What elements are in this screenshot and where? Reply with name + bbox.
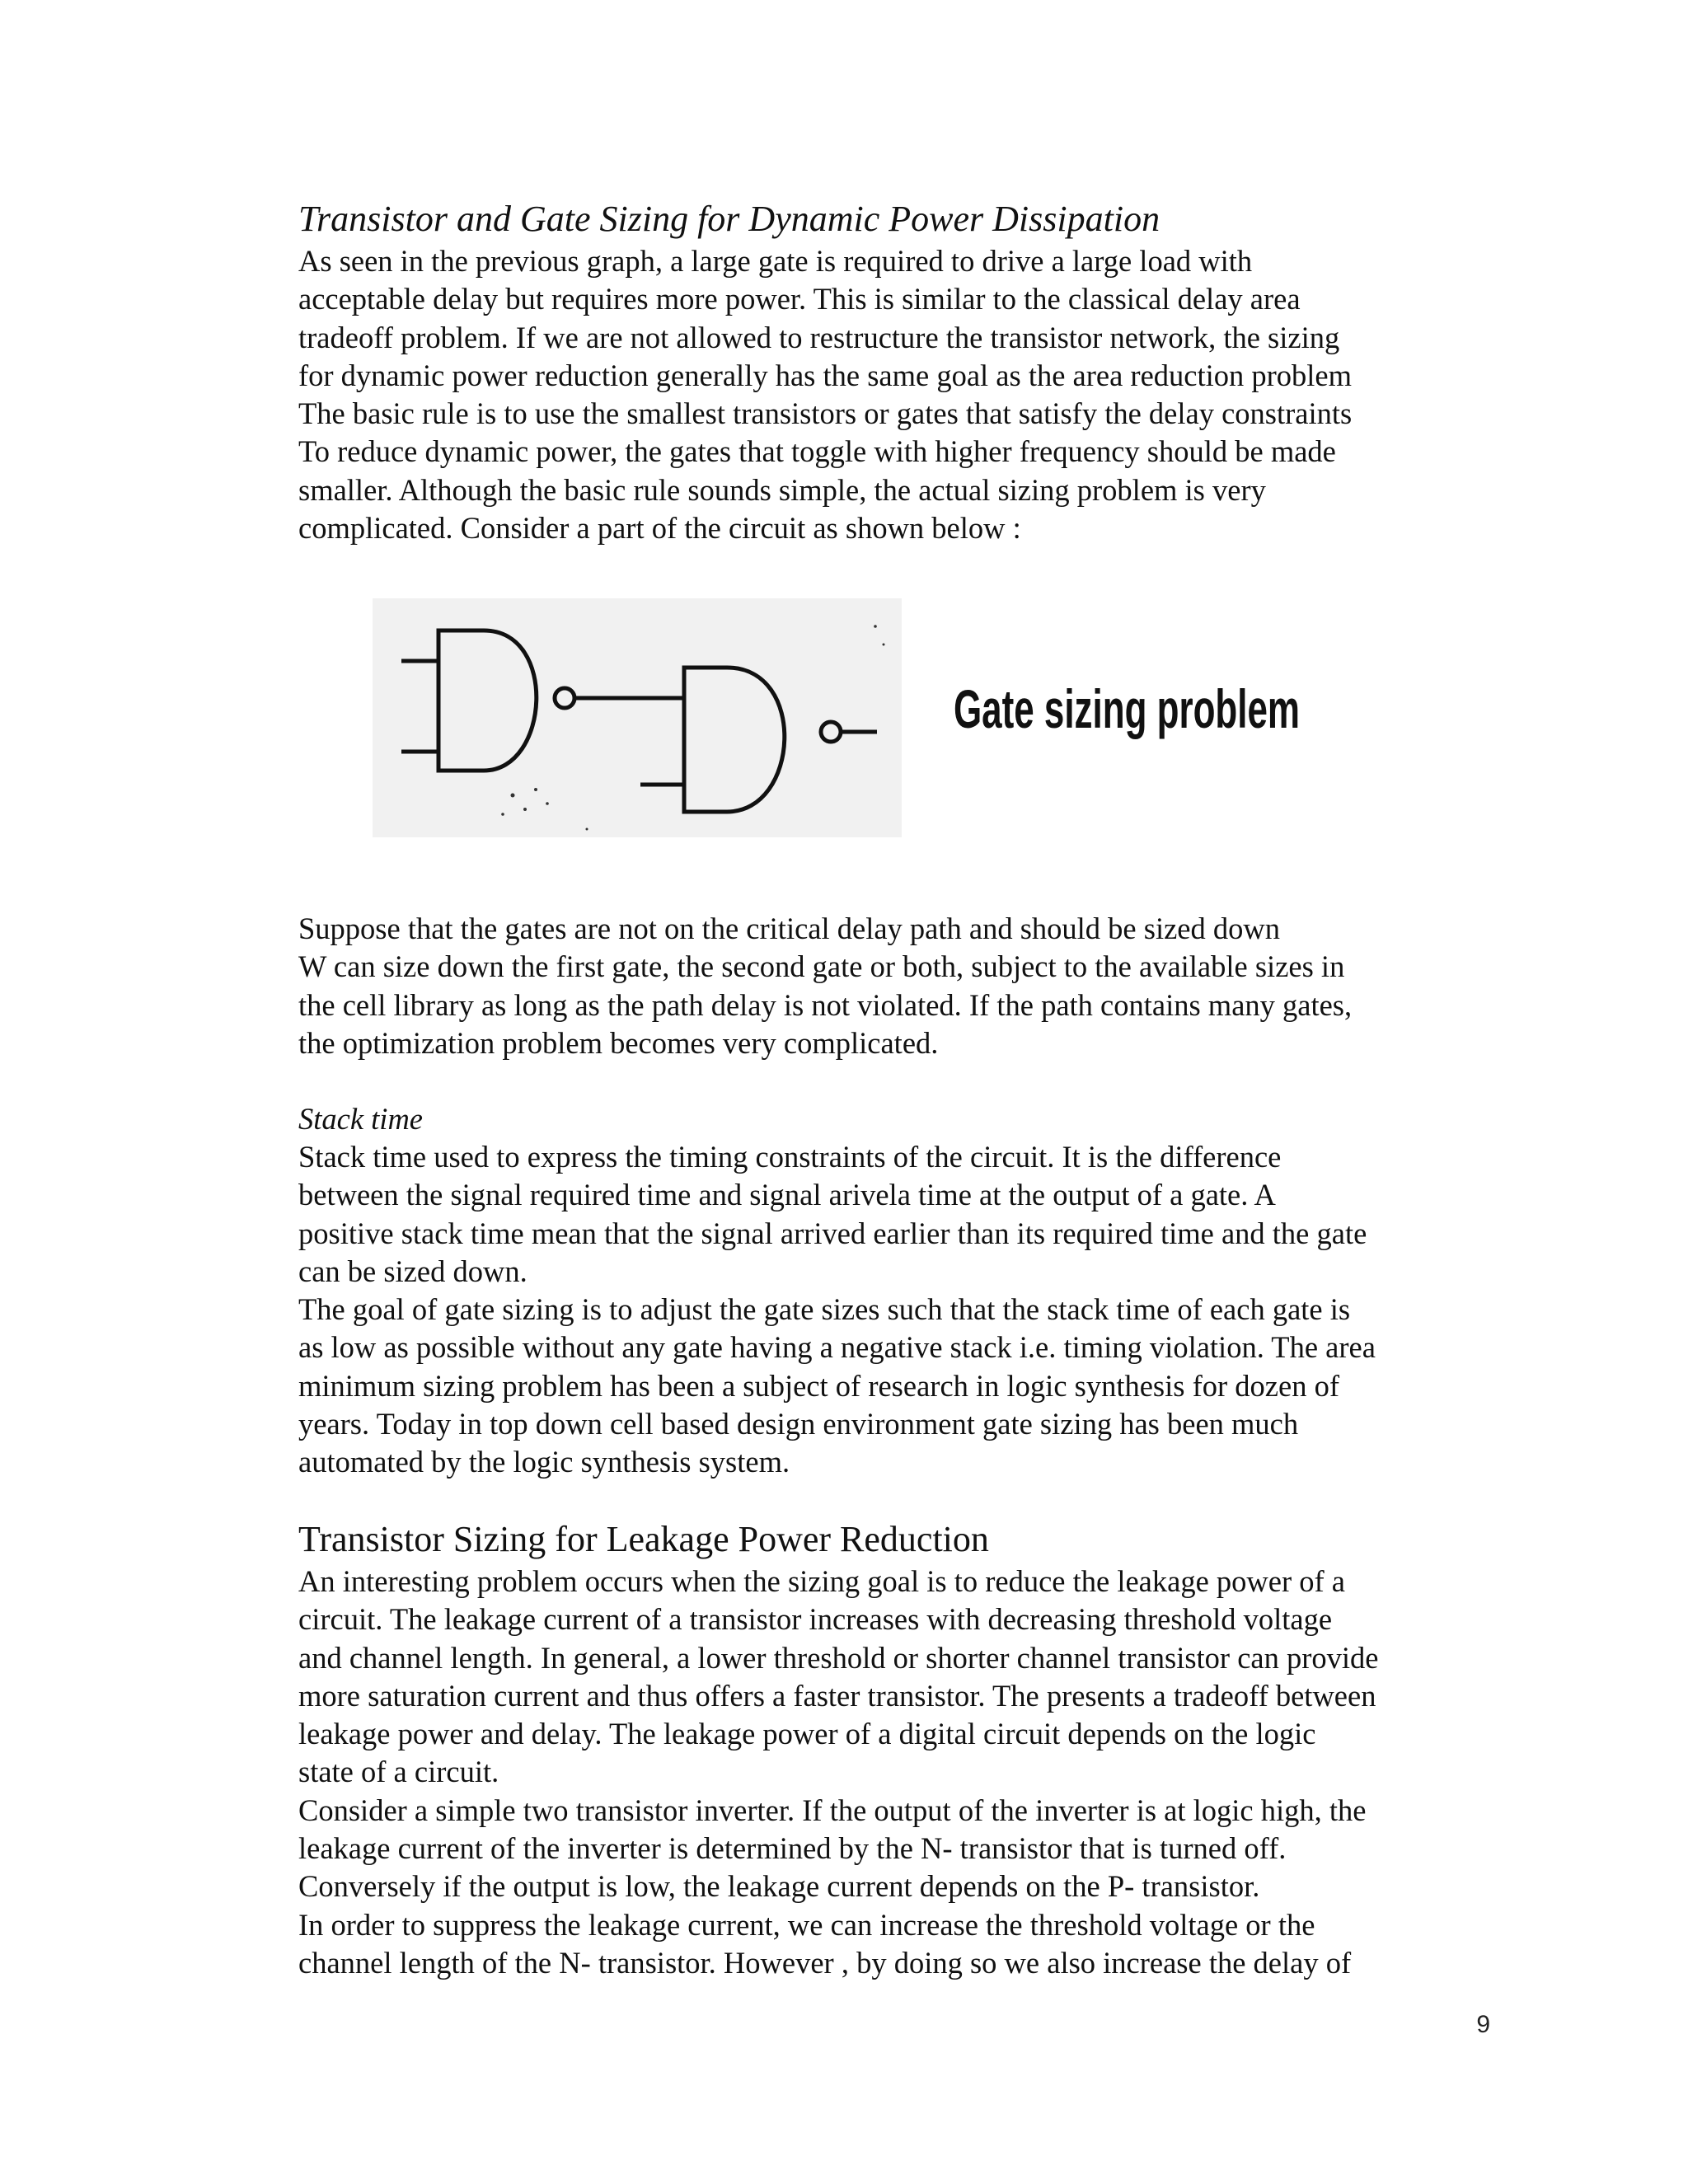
figure-caption: Gate sizing problem <box>954 678 1300 739</box>
section-leakage-power <box>298 1516 1502 1982</box>
section-stack-time <box>298 1100 1502 1482</box>
section-title-dynamic-power: Transistor and Gate Sizing for Dynamic Power Dissipation <box>298 199 1160 239</box>
text-line: complicated. Consider a part of the circuit as shown below : <box>298 511 1021 546</box>
text-line: The goal of gate sizing is to adjust the gate sizes such that the stack time of each gate is <box>298 1292 1351 1327</box>
section-title-leakage-power: Transistor Sizing for Leakage Power Reduction <box>298 1519 989 1559</box>
page-number: 9 <box>1476 2011 1490 2038</box>
text-line: more saturation current and thus offers a faster transistor. The presents a tradeoff between <box>298 1678 1376 1713</box>
paragraph-leakage-power <box>298 1563 1502 1982</box>
text-line: minimum sizing problem has been a subject of research in logic synthesis for dozen of <box>298 1368 1339 1403</box>
text-line: leakage current of the inverter is determined by the N- transistor that is turned off. <box>298 1831 1287 1866</box>
text-line: Suppose that the gates are not on the critical delay path and should be sized down <box>298 912 1280 945</box>
text-line: state of a circuit. <box>298 1755 499 1789</box>
gate-sizing-figure <box>373 593 1320 841</box>
text-line: The basic rule is to use the smallest transistors or gates that satisfy the delay constraints <box>298 396 1353 431</box>
text-line: for dynamic power reduction generally has the same goal as the area reduction problem <box>298 358 1353 392</box>
nand-gates-diagram <box>373 593 1320 841</box>
text-line: acceptable delay but requires more power. This is similar to the classical delay area <box>298 282 1301 316</box>
text-line: An interesting problem occurs when the sizing goal is to reduce the leakage power of a <box>298 1564 1345 1598</box>
text-line: Conversely if the output is low, the leakage current depends on the P- transistor. <box>298 1869 1260 1904</box>
figure-scan-background <box>373 598 902 837</box>
paragraph-sizing-explanation <box>298 910 1502 1062</box>
paragraph-dynamic-power <box>298 242 1502 547</box>
text-line: In order to suppress the leakage current, we can increase the threshold voltage or the <box>298 1907 1315 1942</box>
text-line: Stack time used to express the timing constraints of the circuit. It is the difference <box>298 1140 1282 1174</box>
text-line: the cell library as long as the path delay is not violated. If the path contains many gates, <box>298 987 1353 1022</box>
text-line: Consider a simple two transistor inverter. If the output of the inverter is at logic high, the <box>298 1793 1367 1827</box>
text-line: channel length of the N- transistor. However , by doing so we also increase the delay of <box>298 1945 1352 1980</box>
text-line: can be sized down. <box>298 1254 528 1288</box>
text-line: W can size down the first gate, the second gate or both, subject to the available sizes in <box>298 949 1345 984</box>
text-line: tradeoff problem. If we are not allowed to restructure the transistor network, the sizing <box>298 320 1340 354</box>
paragraph-stack-time <box>298 1138 1502 1482</box>
text-line: the optimization problem becomes very complicated. <box>298 1025 939 1060</box>
text-line: circuit. The leakage current of a transistor increases with decreasing threshold voltage <box>298 1602 1333 1637</box>
text-line: positive stack time mean that the signal arrived earlier than its required time and the gate <box>298 1216 1367 1250</box>
text-line: To reduce dynamic power, the gates that toggle with higher frequency should be made <box>298 434 1336 469</box>
subsection-title-stack-time: Stack time <box>298 1102 424 1136</box>
text-line: years. Today in top down cell based design environment gate sizing has been much <box>298 1407 1299 1441</box>
section-dynamic-power <box>298 196 1502 547</box>
section-sizing-explanation <box>298 910 1502 1062</box>
text-line: leakage power and delay. The leakage power of a digital circuit depends on the logic <box>298 1717 1316 1751</box>
text-line: as low as possible without any gate having a negative stack i.e. timing violation. The area <box>298 1330 1376 1365</box>
text-line: smaller. Although the basic rule sounds simple, the actual sizing problem is very <box>298 472 1266 507</box>
text-line: and channel length. In general, a lower threshold or shorter channel transistor can provide <box>298 1640 1379 1675</box>
text-line: between the signal required time and signal arivela time at the output of a gate. A <box>298 1178 1276 1212</box>
text-line: As seen in the previous graph, a large gate is required to drive a large load with <box>298 244 1253 278</box>
text-line: automated by the logic synthesis system. <box>298 1445 790 1479</box>
